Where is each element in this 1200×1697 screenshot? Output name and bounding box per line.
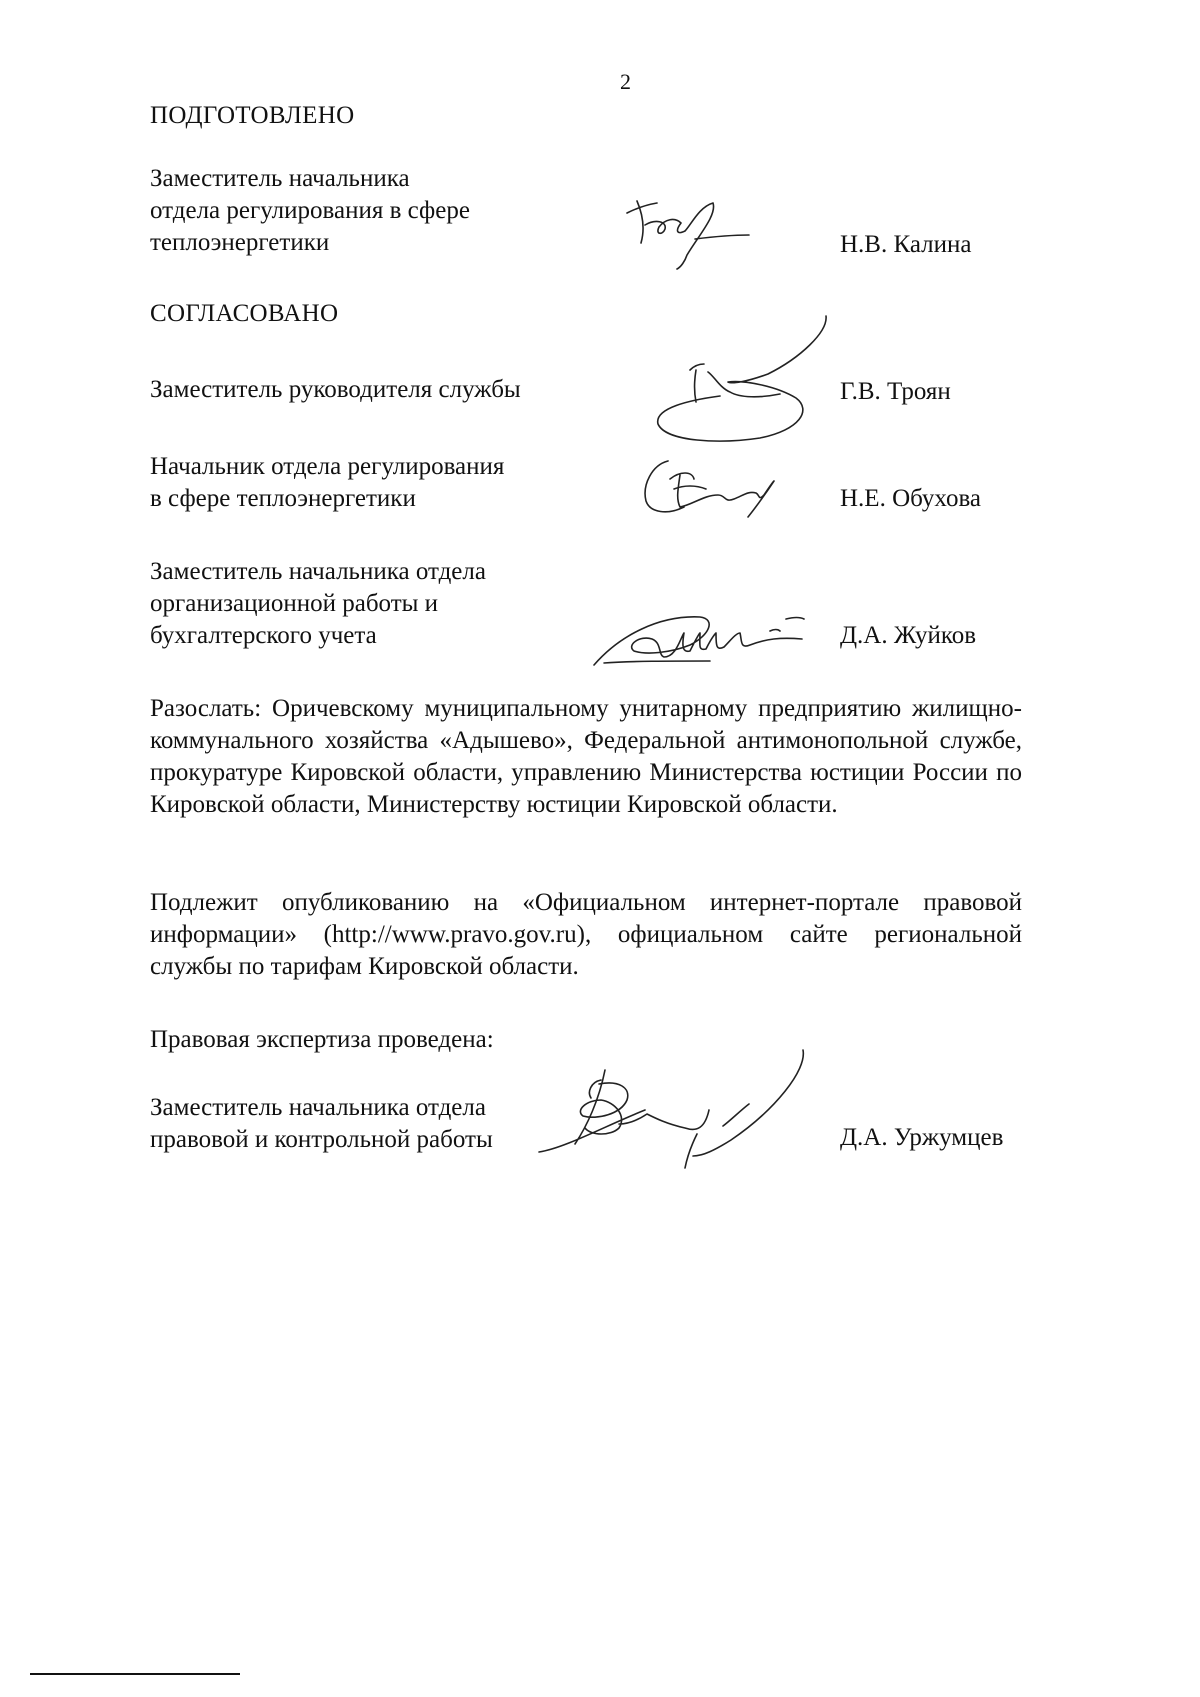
prepared-position-line-3: теплоэнергетики [150,229,330,256]
publication-block: Подлежит опубликованию на «Официальном интернет-портале правовой информации» (http://www.pravo.gov.ru), официальном сайте региональной службы по тарифам Кировской области. [150,889,1022,980]
legal-review-heading: Правовая экспертиза проведена: [150,1026,494,1053]
agreed-signer-3-position-line-1: Заместитель начальника отдела [150,558,486,585]
agreed-signer-3-position-line-2: организационной работы и [150,590,439,617]
distribution-text: Оричевскому муниципальному унитарному предприятию жилищно-коммунального хозяйства «Адышево», Федеральной антимонопольной службе, прокуратуре Кировской области, управлению Министерства юстиции России по Кировской области, Министерству юстиции Кировской области. [150,695,1022,818]
legal-review-position-line-2: правовой и контрольной работы [150,1126,493,1153]
agreed-signer-3-position-line-3: бухгалтерского учета [150,622,377,649]
legal-review-signer-name: Д.А. Уржумцев [840,1124,1004,1151]
agreed-signer-3-name: Д.А. Жуйков [840,622,977,649]
signature-troyan [650,312,850,452]
signature-urzhumtsev [535,1040,815,1175]
distribution-label: Разослать: [150,695,262,722]
distribution-block [150,693,1022,821]
agreed-signer-2-position-line-1: Начальник отдела регулирования [150,453,505,480]
agreed-heading: СОГЛАСОВАНО [150,300,339,327]
prepared-signer-name: Н.В. Калина [840,231,972,258]
prepared-position-line-1: Заместитель начальника [150,165,410,192]
agreed-signer-1-position: Заместитель руководителя службы [150,376,521,403]
agreed-signer-1-name: Г.В. Троян [840,378,951,405]
page-number: 2 [620,69,631,94]
agreed-signer-2-name: Н.Е. Обухова [840,485,982,512]
signature-kalina [615,195,765,275]
prepared-heading: ПОДГОТОВЛЕНО [150,102,355,129]
agreed-signer-2-position-line-2: в сфере теплоэнергетики [150,485,416,512]
footer-rule [30,1673,240,1675]
legal-review-position-line-1: Заместитель начальника отдела [150,1094,486,1121]
signature-zhuykov [590,605,820,675]
signature-obukhova [640,455,790,525]
prepared-position-line-2: отдела регулирования в сфере [150,197,470,224]
